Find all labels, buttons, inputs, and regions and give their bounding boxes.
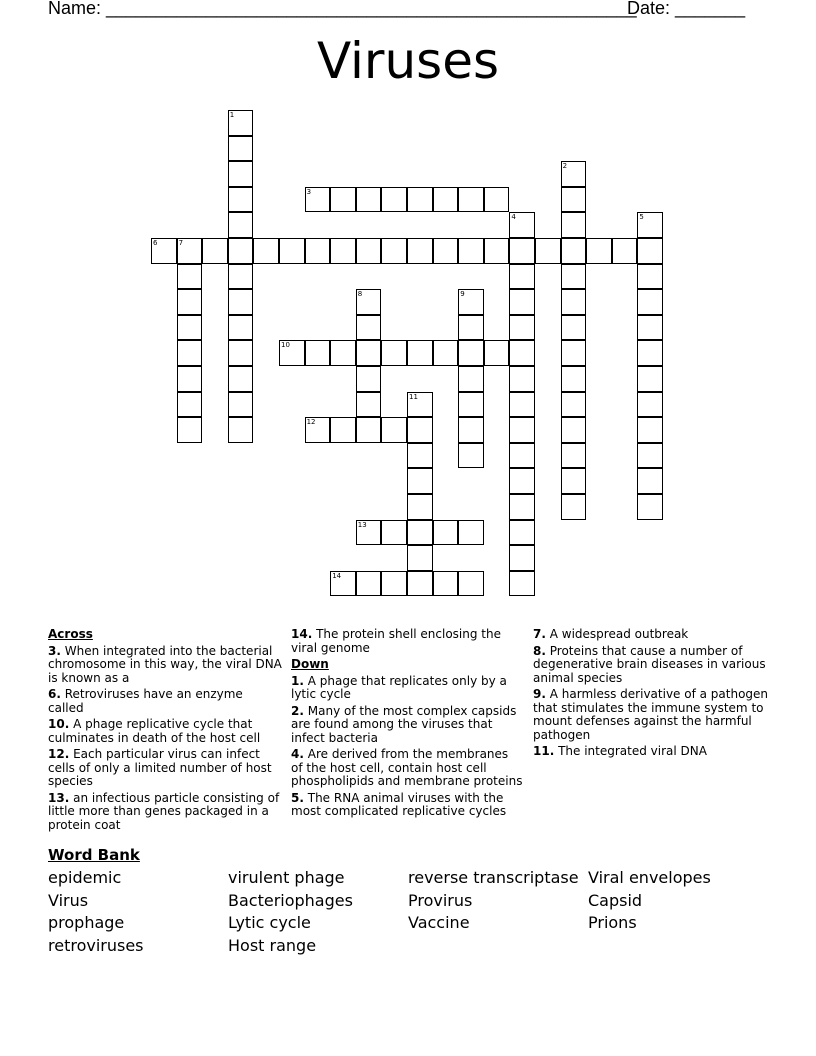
crossword-cell[interactable] — [228, 366, 254, 392]
crossword-cell[interactable] — [535, 238, 561, 264]
clue-down-8: 8. Proteins that cause a number of degenerative brain diseases in various animal species — [533, 643, 766, 685]
crossword-cell[interactable] — [458, 289, 484, 315]
crossword-cell[interactable] — [151, 238, 177, 264]
crossword-cell[interactable] — [561, 315, 587, 341]
crossword-cell[interactable] — [407, 520, 433, 546]
crossword-cell[interactable] — [509, 392, 535, 418]
crossword-cell[interactable] — [458, 417, 484, 443]
crossword-cell[interactable] — [356, 187, 382, 213]
crossword-cell[interactable] — [407, 545, 433, 571]
crossword-cell[interactable] — [637, 289, 663, 315]
crossword-cell[interactable] — [381, 340, 407, 366]
crossword-cell[interactable] — [637, 468, 663, 494]
crossword-cell[interactable] — [330, 187, 356, 213]
word-bank-item: reverse transcriptase — [408, 868, 579, 887]
word-bank-item: retroviruses — [48, 936, 144, 955]
clue-number: 10 — [281, 341, 290, 350]
crossword-cell[interactable] — [356, 520, 382, 546]
crossword-cell[interactable] — [458, 366, 484, 392]
crossword-cell[interactable] — [330, 340, 356, 366]
crossword-cell[interactable] — [509, 545, 535, 571]
crossword-cell[interactable] — [228, 136, 254, 162]
word-bank-item: Host range — [228, 936, 317, 955]
crossword-cell[interactable] — [637, 264, 663, 290]
crossword-cell[interactable] — [279, 340, 305, 366]
crossword-cell[interactable] — [407, 494, 433, 520]
crossword-cell[interactable] — [177, 366, 203, 392]
crossword-cell[interactable] — [458, 443, 484, 469]
clue-number: 14 — [332, 571, 342, 580]
crossword-cell[interactable] — [561, 366, 587, 392]
word-bank-item: Provirus — [408, 891, 473, 910]
crossword-cell[interactable] — [228, 161, 254, 187]
crossword-cell[interactable] — [407, 443, 433, 469]
word-bank-item: Virus — [48, 891, 89, 910]
crossword-cell[interactable] — [561, 264, 587, 290]
crossword-cell[interactable] — [407, 571, 433, 597]
crossword-cell[interactable] — [381, 187, 407, 213]
crossword-cell[interactable] — [637, 494, 663, 520]
crossword-cell[interactable] — [637, 212, 663, 238]
word-bank-title: Word Bank — [48, 846, 140, 864]
crossword-cell[interactable] — [305, 417, 331, 443]
word-bank-item: Lytic cycle — [228, 913, 311, 932]
crossword-cell[interactable] — [305, 340, 331, 366]
clue-across-3: 3. When integrated into the bacterial chromosome in this way, the viral DNA is known as a — [48, 643, 282, 685]
crossword-cell[interactable] — [228, 289, 254, 315]
clue-number: 6 — [153, 239, 158, 247]
crossword-cell[interactable] — [509, 417, 535, 443]
clue-number: 4 — [511, 213, 516, 222]
clues-column-2 — [291, 628, 523, 822]
crossword-cell[interactable] — [509, 494, 535, 520]
date-field-label: Date: _______ — [627, 0, 746, 18]
across-heading: Across — [48, 627, 93, 641]
page-title: Viruses — [316, 32, 500, 90]
crossword-cell[interactable] — [509, 315, 535, 341]
clues-column-3 — [533, 628, 769, 762]
clue-number: 5 — [639, 213, 644, 222]
crossword-cell[interactable] — [509, 366, 535, 392]
crossword-cell[interactable] — [177, 238, 203, 264]
crossword-cell[interactable] — [637, 417, 663, 443]
crossword-cell[interactable] — [509, 571, 535, 597]
crossword-cell[interactable] — [177, 289, 203, 315]
crossword-cell[interactable] — [433, 571, 459, 597]
word-bank-item: prophage — [48, 913, 125, 932]
crossword-cell[interactable] — [407, 340, 433, 366]
clue-across-12: 12. Each particular virus can infect cells of only a limited number of host species — [48, 747, 272, 788]
crossword-cell[interactable] — [407, 238, 433, 264]
crossword-cell[interactable] — [381, 520, 407, 546]
clue-down-2: 2. Many of the most complex capsids are found among the viruses that infect bacteria — [291, 703, 517, 745]
crossword-cell[interactable] — [458, 520, 484, 546]
word-bank-item: Bacteriophages — [228, 891, 353, 910]
crossword-cell[interactable] — [561, 392, 587, 418]
clue-number: 1 — [229, 111, 235, 119]
word-bank-item: Prions — [588, 913, 637, 932]
crossword-cell[interactable] — [356, 340, 382, 366]
word-bank-item: Capsid — [588, 891, 643, 910]
clue-number: 12 — [306, 418, 316, 427]
crossword-cell[interactable] — [561, 238, 587, 264]
clues-column-1 — [48, 628, 282, 835]
clue-number: 13 — [357, 520, 367, 529]
crossword-cell[interactable] — [330, 571, 356, 597]
clue-across-10: 10. A phage replicative cycle that culminates in death of the host cell — [48, 717, 261, 745]
crossword-cell[interactable] — [509, 340, 535, 366]
crossword-cell[interactable] — [458, 238, 484, 264]
crossword-cell[interactable] — [433, 187, 459, 213]
crossword-cell[interactable] — [561, 187, 587, 213]
clue-number: 7 — [178, 239, 184, 247]
crossword-cell[interactable] — [509, 238, 535, 264]
clue-number: 9 — [460, 290, 465, 299]
crossword-cell[interactable] — [484, 238, 510, 264]
crossword-cell[interactable] — [330, 238, 356, 264]
crossword-cell[interactable] — [177, 264, 203, 290]
crossword-cell[interactable] — [509, 212, 535, 238]
crossword-cell[interactable] — [407, 392, 433, 418]
crossword-cell[interactable] — [586, 238, 612, 264]
crossword-cell[interactable] — [458, 392, 484, 418]
crossword-cell[interactable] — [509, 289, 535, 315]
crossword-cell[interactable] — [637, 366, 663, 392]
crossword-cell[interactable] — [637, 315, 663, 341]
word-bank-item: epidemic — [48, 868, 122, 887]
crossword-cell[interactable] — [305, 238, 331, 264]
word-bank-item: Vaccine — [408, 913, 470, 932]
clue-down-4: 4. Are derived from the membranes of the host cell, contain host cell phospholipids and membrane proteins — [291, 747, 523, 788]
clue-down-1: 1. A phage that replicates only by a lytic cycle — [291, 673, 507, 701]
clue-number: 11 — [409, 392, 418, 401]
crossword-cell[interactable] — [561, 340, 587, 366]
crossword-cell[interactable] — [433, 340, 459, 366]
crossword-cell[interactable] — [228, 340, 254, 366]
name-field-label: Name: _____________________________________________________ — [48, 0, 637, 18]
clue-number: 8 — [357, 290, 363, 299]
clue-down-11: 11. The integrated viral DNA — [533, 744, 707, 758]
crossword-cell[interactable] — [228, 110, 254, 136]
crossword-cell[interactable] — [177, 315, 203, 341]
down-heading: Down — [291, 657, 329, 671]
crossword-cell[interactable] — [433, 520, 459, 546]
crossword-cell[interactable] — [561, 417, 587, 443]
crossword-cell[interactable] — [637, 340, 663, 366]
crossword-cell[interactable] — [356, 315, 382, 341]
clue-down-7: 7. A widespread outbreak — [533, 627, 689, 641]
crossword-cell[interactable] — [177, 340, 203, 366]
crossword-cell[interactable] — [381, 417, 407, 443]
crossword-cell[interactable] — [228, 417, 254, 443]
crossword-cell[interactable] — [228, 238, 254, 264]
crossword-cell[interactable] — [509, 468, 535, 494]
crossword-cell[interactable] — [202, 238, 228, 264]
crossword-cell[interactable] — [356, 417, 382, 443]
crossword-cell[interactable] — [561, 443, 587, 469]
word-bank-item: virulent phage — [228, 868, 345, 887]
crossword-cell[interactable] — [561, 212, 587, 238]
crossword-cell[interactable] — [509, 443, 535, 469]
crossword-cell[interactable] — [509, 520, 535, 546]
crossword-cell[interactable] — [458, 571, 484, 597]
crossword-cell[interactable] — [356, 366, 382, 392]
crossword-cell[interactable] — [177, 417, 203, 443]
crossword-cell[interactable] — [356, 289, 382, 315]
clue-down-9: 9. A harmless derivative of a pathogen that stimulates the immune system to mount defenses against the harmful pathogen — [533, 687, 769, 742]
crossword-cell[interactable] — [356, 238, 382, 264]
crossword-cell[interactable] — [458, 315, 484, 341]
crossword-cell[interactable] — [407, 417, 433, 443]
clue-across-14: 14. The protein shell enclosing the viral genome — [291, 627, 501, 655]
crossword-cell[interactable] — [228, 187, 254, 213]
crossword-cell[interactable] — [612, 238, 638, 264]
crossword-cell[interactable] — [561, 494, 587, 520]
clue-down-5: 5. The RNA animal viruses with the most complicated replicative cycles — [291, 790, 507, 818]
crossword-cell[interactable] — [279, 238, 305, 264]
crossword-cell[interactable] — [458, 187, 484, 213]
word-bank-item: Viral envelopes — [588, 868, 711, 887]
crossword-cell[interactable] — [228, 315, 254, 341]
crossword-cell[interactable] — [433, 238, 459, 264]
crossword-cell[interactable] — [561, 161, 587, 187]
crossword-cell[interactable] — [177, 392, 203, 418]
crossword-cell[interactable] — [637, 392, 663, 418]
crossword-cell[interactable] — [407, 468, 433, 494]
crossword-cell[interactable] — [356, 571, 382, 597]
crossword-cell[interactable] — [330, 417, 356, 443]
crossword-cell[interactable] — [561, 468, 587, 494]
crossword-cell[interactable] — [381, 571, 407, 597]
crossword-cell[interactable] — [509, 264, 535, 290]
crossword-cell[interactable] — [305, 187, 331, 213]
clue-number: 3 — [306, 187, 312, 196]
crossword-cell[interactable] — [253, 238, 279, 264]
crossword-cell[interactable] — [228, 264, 254, 290]
crossword-cell[interactable] — [381, 238, 407, 264]
crossword-cell[interactable] — [561, 289, 587, 315]
crossword-cell[interactable] — [228, 392, 254, 418]
clue-across-6: 6. Retroviruses have an enzyme called — [48, 687, 243, 715]
crossword-cell[interactable] — [484, 187, 510, 213]
crossword-cell[interactable] — [228, 212, 254, 238]
crossword-cell[interactable] — [637, 443, 663, 469]
crossword-cell[interactable] — [484, 340, 510, 366]
crossword-cell[interactable] — [458, 340, 484, 366]
crossword-cell[interactable] — [637, 238, 663, 264]
crossword-cell[interactable] — [407, 187, 433, 213]
clue-across-13: 13. an infectious particle consisting of little more than genes packaged in a protein coat — [48, 790, 280, 832]
crossword-cell[interactable] — [356, 392, 382, 418]
clue-number: 2 — [562, 162, 568, 171]
